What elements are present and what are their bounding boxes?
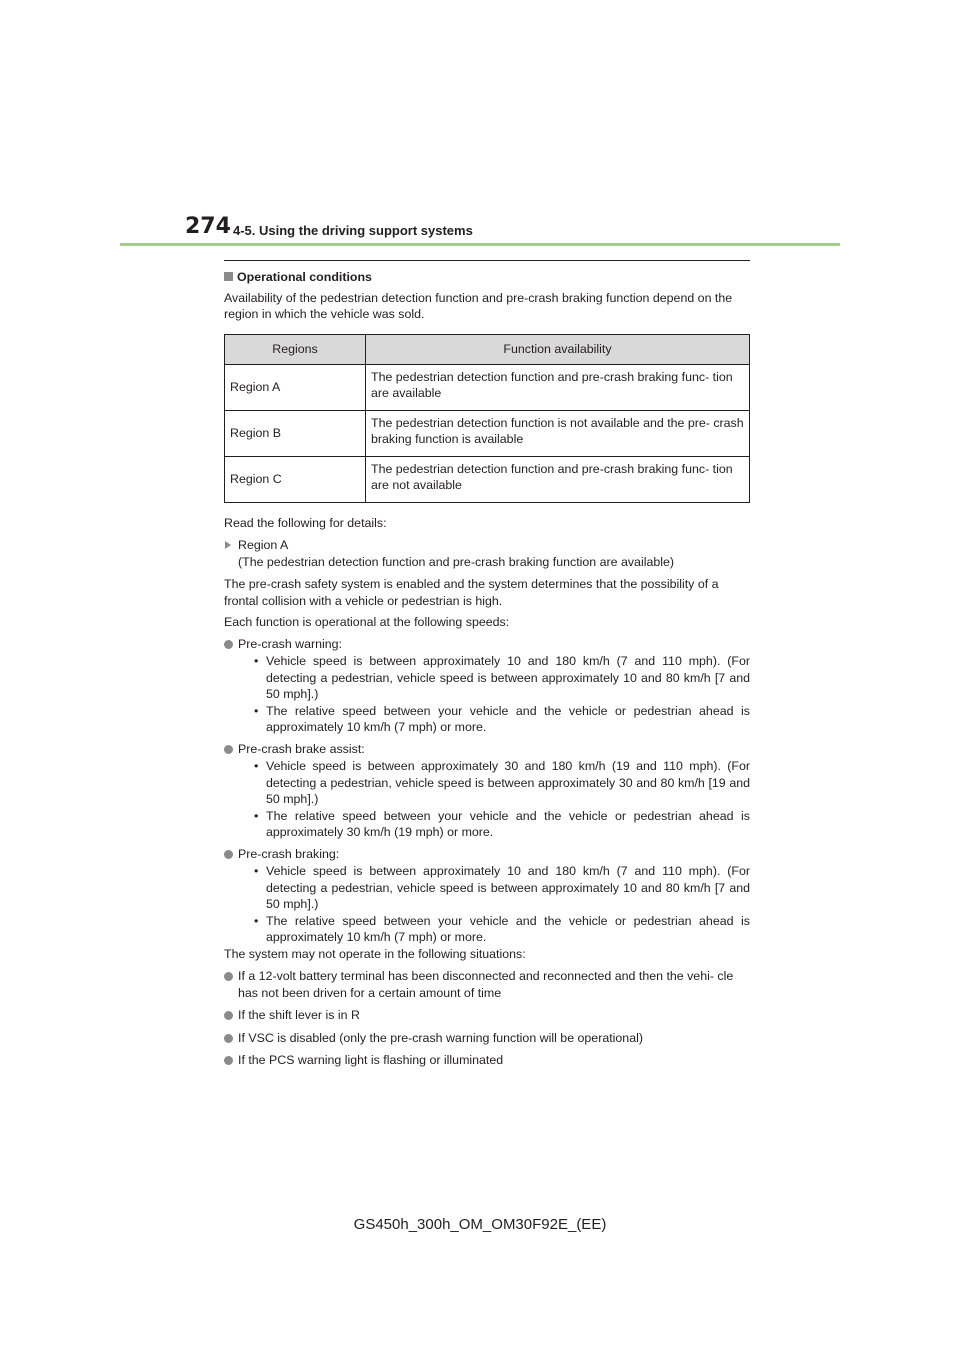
situation-item: If the PCS warning light is flashing or illuminated [224,1052,750,1069]
table-cell-region: Region A [225,364,366,410]
region-a-title: Region A [238,538,289,552]
column-header-regions: Regions [225,334,366,364]
section-title: 4-5. Using the driving support systems [233,223,473,238]
list-item: • The relative speed between your vehicle and the vehicle or pedestrian ahead is approximately 10 km/h (7 mph) or more. [254,703,750,734]
function-sublist [238,758,750,841]
list-item: • The relative speed between your vehicle and the vehicle or pedestrian ahead is approximately 30 km/h (19 mph) or more. [254,808,750,839]
table-cell-region: Region C [225,456,366,502]
table-cell-region: Region B [225,410,366,456]
table-row [225,410,750,456]
not-operate-text: The system may not operate in the following situations: [224,946,526,961]
column-header-availability: Function availability [366,334,750,364]
function-label: Pre-crash warning: [238,636,342,651]
read-following-text: Read the following for details: [224,515,387,530]
list-item: • Vehicle speed is between approximately 10 and 180 km/h (7 and 110 mph). (For detecting a pedestrian, vehicle speed is between approximately 10 and 80 km/h [7 and 50 mph].) [254,864,750,911]
function-sublist [238,863,750,946]
enabled-paragraph: The pre-crash safety system is enabled and the system determines that the possibility of a frontal collision with a vehicle or pedestrian is high. [224,577,719,608]
triangle-arrow-icon [225,541,231,549]
intro-paragraph: Availability of the pedestrian detection function and pre-crash braking function depend on the region in which the vehicle was sold. [224,290,733,321]
function-item [224,846,750,946]
region-a-subtitle: (The pedestrian detection function and pre-crash braking function are available) [238,554,674,569]
function-label: Pre-crash brake assist: [238,741,365,756]
content-divider [224,260,750,261]
circle-bullet-icon [224,1034,233,1043]
function-item [224,741,750,841]
circle-bullet-icon [224,1011,233,1020]
speeds-paragraph: Each function is operational at the following speeds: [224,615,510,629]
page-number: 274 [185,214,231,239]
table-header-row [225,334,750,364]
table-cell-availability: The pedestrian detection function is not available and the pre- crash braking function is available [366,410,750,456]
square-bullet-icon [224,272,233,281]
table-row [225,456,750,502]
circle-bullet-icon [224,850,233,859]
section-heading: Operational conditions [224,269,750,286]
main-content [224,260,750,1069]
list-item: • The relative speed between your vehicle and the vehicle or pedestrian ahead is approximately 10 km/h (7 mph) or more. [254,913,750,944]
availability-table [224,334,750,503]
circle-bullet-icon [224,972,233,981]
table-row [225,364,750,410]
situation-item: If the shift lever is in R [224,1007,750,1024]
situation-item: If a 12-volt battery terminal has been disconnected and reconnected and then the vehi- cle has not been driven for a certain amount of time [224,968,750,1001]
function-sublist [238,653,750,736]
footer-manual-code: GS450h_300h_OM_OM30F92E_(EE) [353,1216,607,1233]
circle-bullet-icon [224,1056,233,1065]
function-item [224,636,750,736]
list-item: • Vehicle speed is between approximately 30 and 180 km/h (19 and 110 mph). (For detecting a pedestrian, vehicle speed is between approximately 30 and 80 km/h [19 and 50 mph].) [254,759,750,806]
circle-bullet-icon [224,640,233,649]
circle-bullet-icon [224,745,233,754]
table-cell-availability: The pedestrian detection function and pre-crash braking func- tion are not available [366,456,750,502]
header-rule [120,243,840,246]
region-a-subheading [224,537,750,570]
situation-item: If VSC is disabled (only the pre-crash warning function will be operational) [224,1030,750,1047]
situations-list [224,968,750,1069]
function-label: Pre-crash braking: [238,846,340,861]
table-cell-availability: The pedestrian detection function and pre-crash braking func- tion are available [366,364,750,410]
list-item: • Vehicle speed is between approximately 10 and 180 km/h (7 and 110 mph). (For detecting a pedestrian, vehicle speed is between approximately 10 and 80 km/h [7 and 50 mph].) [254,654,750,701]
